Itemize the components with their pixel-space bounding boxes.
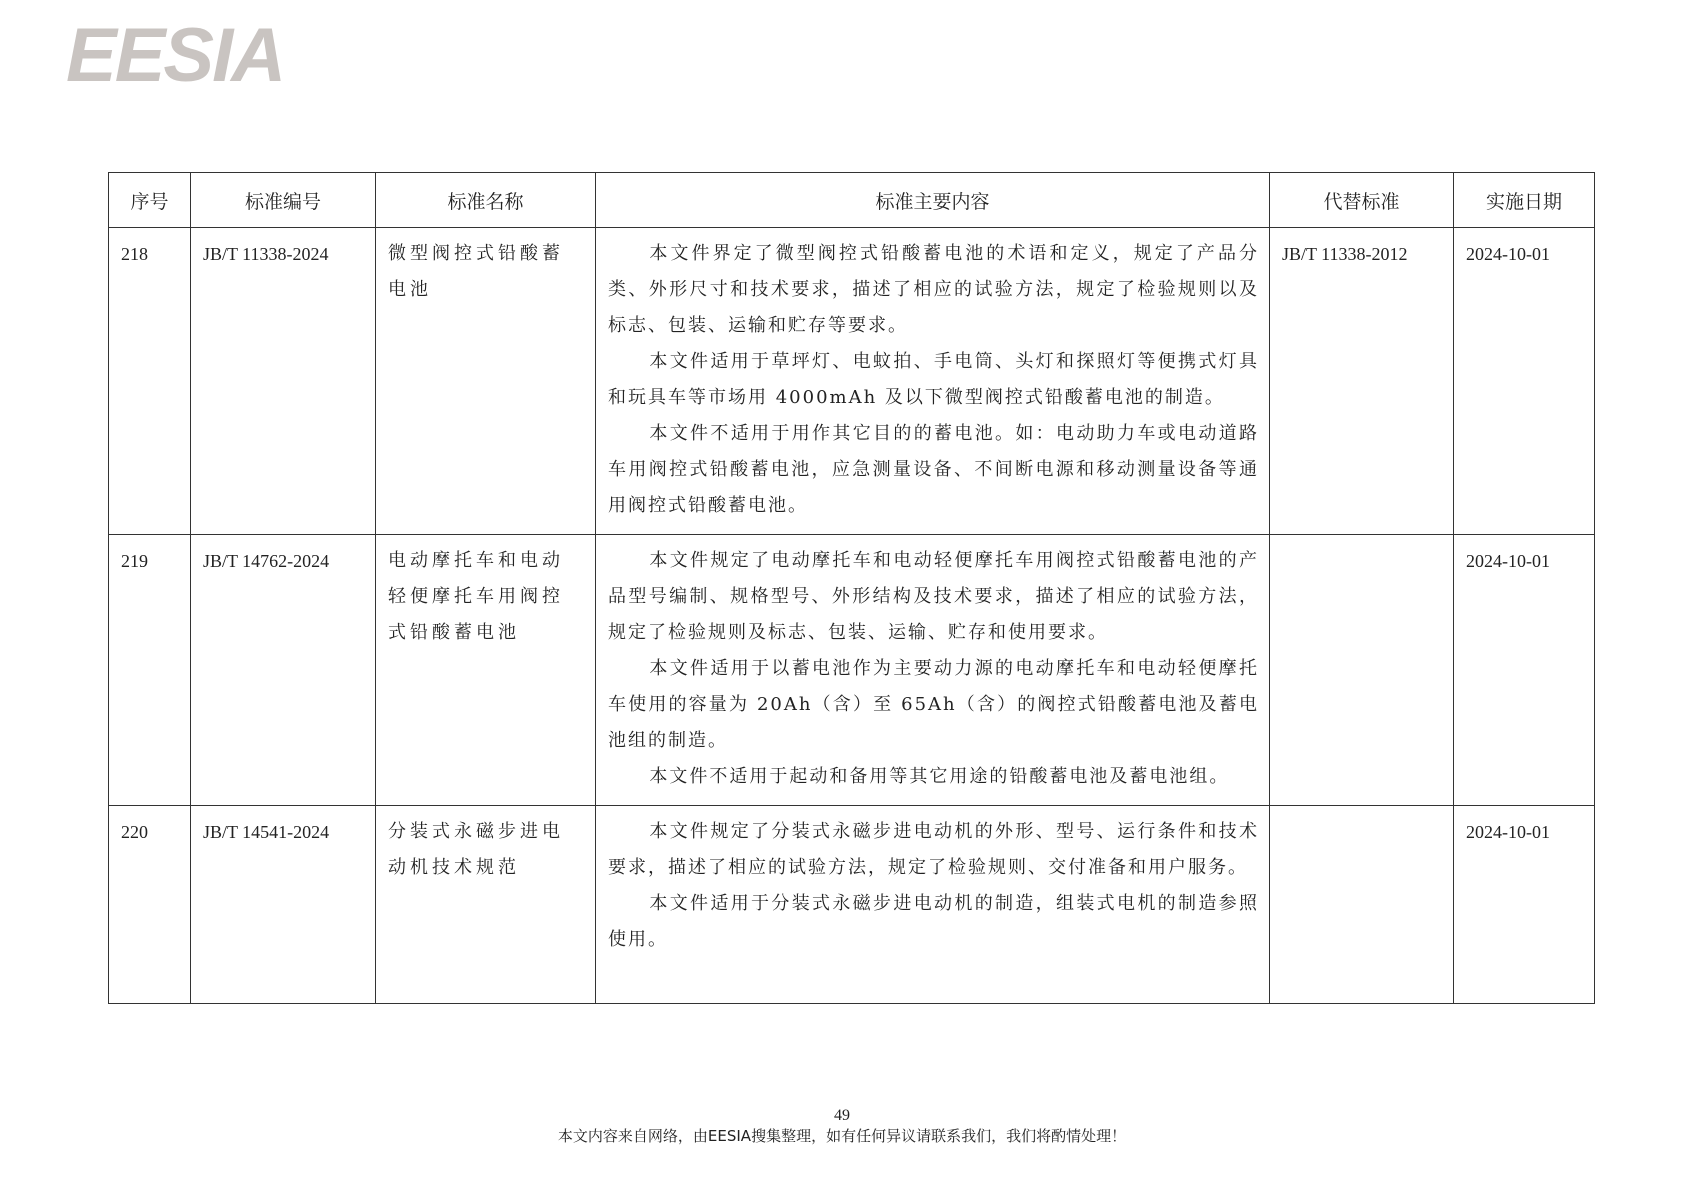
header-replaces: 代替标准 [1270,173,1454,228]
row-content [596,228,1270,535]
row-name: 微型阀控式铅酸蓄电池 [376,228,596,535]
row-num: 218 [109,228,191,535]
row-content [596,806,1270,1004]
header-num: 序号 [109,173,191,228]
row-replaces: JB/T 11338-2012 [1270,228,1454,535]
row-name: 电动摩托车和电动轻便摩托车用阀控式铅酸蓄电池 [376,535,596,806]
row-num: 220 [109,806,191,1004]
content-paragraph: 本文件规定了分装式永磁步进电动机的外形、型号、运行条件和技术要求，描述了相应的试验方法，规定了检验规则、交付准备和用户服务。 [608,821,1259,878]
row-replaces [1270,535,1454,806]
row-replaces [1270,806,1454,1004]
table-row [109,806,1595,1004]
row-date: 2024-10-01 [1454,228,1595,535]
row-name: 分装式永磁步进电动机技术规范 [376,806,596,1004]
eesia-logo: EESIA [66,13,285,98]
header-code: 标准编号 [191,173,376,228]
table-header-row [109,173,1595,228]
content-paragraph: 本文件适用于分装式永磁步进电动机的制造，组装式电机的制造参照使用。 [608,893,1259,950]
row-date: 2024-10-01 [1454,535,1595,806]
page-number: 49 [834,1107,850,1124]
row-code: JB/T 14541-2024 [191,806,376,1004]
content-paragraph: 本文件适用于以蓄电池作为主要动力源的电动摩托车和电动轻便摩托车使用的容量为 20Ah（含）至 65Ah（含）的阀控式铅酸蓄电池及蓄电池组的制造。 [608,658,1259,751]
table-row [109,228,1595,535]
row-code: JB/T 14762-2024 [191,535,376,806]
content-paragraph: 本文件规定了电动摩托车和电动轻便摩托车用阀控式铅酸蓄电池的产品型号编制、规格型号、外形结构及技术要求，描述了相应的试验方法，规定了检验规则及标志、包装、运输、贮存和使用要求。 [608,550,1259,643]
content-paragraph: 本文件界定了微型阀控式铅酸蓄电池的术语和定义，规定了产品分类、外形尺寸和技术要求，描述了相应的试验方法，规定了检验规则以及标志、包装、运输和贮存等要求。 [608,243,1259,336]
table-row [109,535,1595,806]
row-content [596,535,1270,806]
header-name: 标准名称 [376,173,596,228]
content-paragraph: 本文件不适用于用作其它目的的蓄电池。如：电动助力车或电动道路车用阀控式铅酸蓄电池，应急测量设备、不间断电源和移动测量设备等通用阀控式铅酸蓄电池。 [608,423,1259,516]
footer-note: 本文内容来自网络，由EESIA搜集整理，如有任何异议请联系我们，我们将酌情处理！ [557,1127,1127,1145]
row-code: JB/T 11338-2024 [191,228,376,535]
row-date: 2024-10-01 [1454,806,1595,1004]
header-content: 标准主要内容 [596,173,1270,228]
row-num: 219 [109,535,191,806]
header-date: 实施日期 [1454,173,1595,228]
content-paragraph: 本文件不适用于起动和备用等其它用途的铅酸蓄电池及蓄电池组。 [649,766,1230,787]
standards-table [108,172,1595,1004]
content-paragraph: 本文件适用于草坪灯、电蚊拍、手电筒、头灯和探照灯等便携式灯具和玩具车等市场用 4000mAh 及以下微型阀控式铅酸蓄电池的制造。 [608,351,1259,408]
